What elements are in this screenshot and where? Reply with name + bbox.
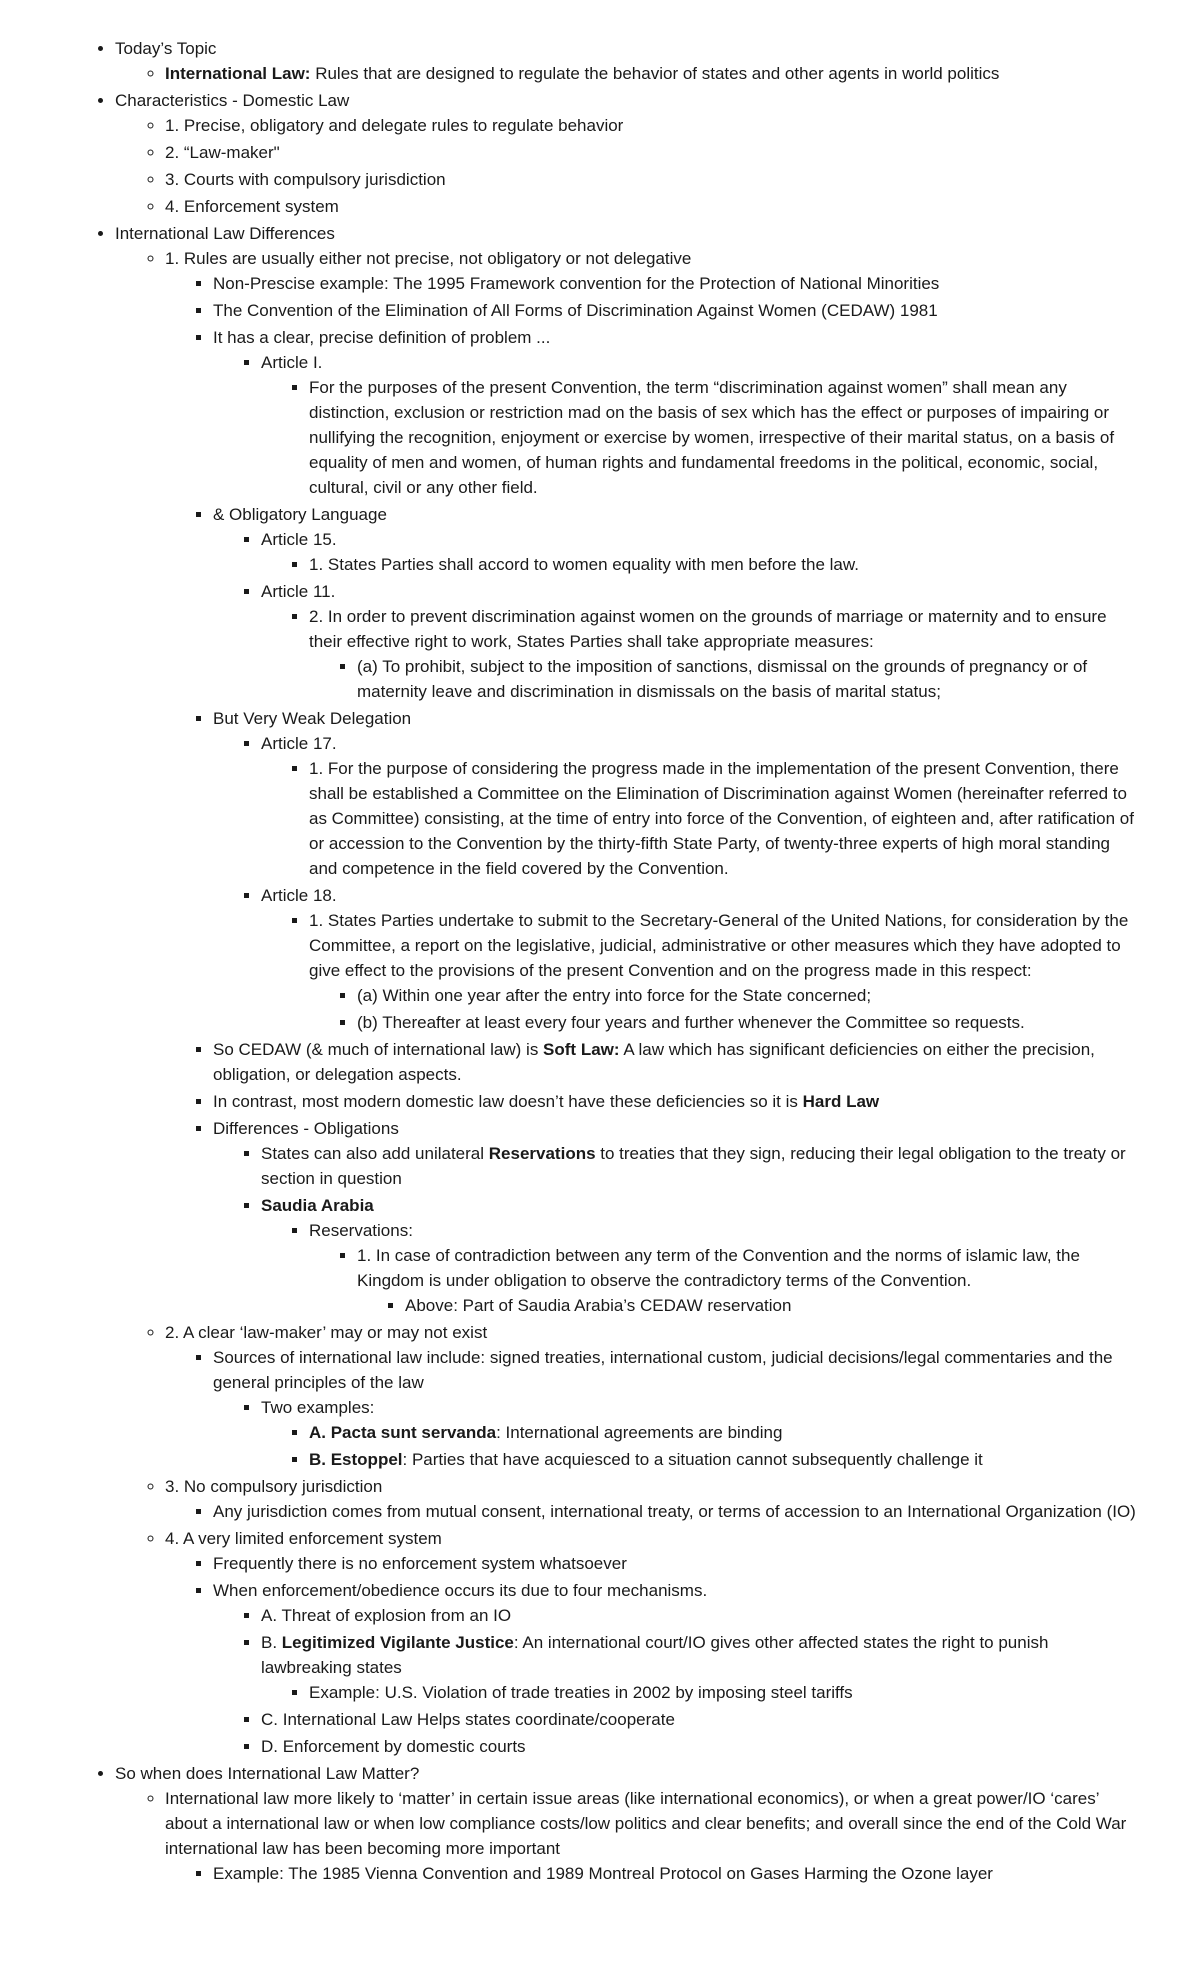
list-item: ◦ 1. Rules are usually either not precise, not obligatory or not delegative ▪ Non-Prescise example: The 1995 Framework convention for the Protection of National Minorities ▪ The Convention of the Elimination of All Forms of Discrimination Against Women (CEDAW) 1981 ▪ It has a clear, precise definition of problem ... ▪ Article I. ▪ For the purposes of the present Convention, the term “discrimination against women” shall mean any distinction, exclusion or restriction mad on the basis of sex which has the effect or purposes of impairing or nullifying the recognition, enjoyment or exercise by women, irrespective of their marital status, on a basis of equality of men and women, of human rights and fundamental freedoms in the political, economic, social, cultural, civil or any other field. ▪ & Obligatory Language ▪ Article 15. ▪ 1. States Parties shall accord to women equality with men before the law. ▪ Article 11. ▪ 2. In order to prevent discrimination against women on the grounds of marriage or maternity and to ensure their effective right to work, States Parties shall take appropriate measures: ▪ (a) To prohibit, subject to the imposition of sanctions, dismissal on the grounds of pregnancy or of maternity leave and discrimination in dismissals on the basis of marital status; ▪ But Very Weak Delegation ▪ Article 17. ▪ 1. For the purpose of considering the progress made in the implementation of the present Convention, there shall be established a Committee on the Elimination of Discrimination against Women (hereinafter referred to as Committee) consisting, at the time of entry into force of the Convention, of eighteen and, after ratification of or accession to the Convention by the thirty-fifth State Party, of twenty-three experts of high moral standing and competence in the field covered by the Convention. ▪ Article 18. ▪ 1. States Parties undertake to submit to the Secretary-General of the United Nations, for consideration by the Committee, a report on the legislative, judicial, administrative or other measures which they have adopted to give effect to the provisions of the present Convention and on the progress made in this respect: ▪ (a) Within one year after the entry into force for the State concerned; ▪ (b) Thereafter at least every four years and further whenever the Committee so requests. ▪ So CEDAW (& much of international law) is Soft Law: A law which has significant deficiencies on either the precision, obligation, or delegation aspects. ▪ In contrast, most modern domestic law doesn’t have these deficiencies so it is Hard Law ▪ Differences - Obligations ▪ States can also add unilateral Reservations to treaties that they sign, reducing their legal obligation to the treaty or section in question ▪ Saudia Arabia ▪ Reservations: ▪ 1. In case of contradiction between any term of the Convention and the norms of islamic law, the Kingdom is under obligation to observe the contradictory terms of the Convention. ▪ Above: Part of Saudia Arabia’s CEDAW reservation (165, 246, 1140, 1318)
list-item: ▪ 1. For the purpose of considering the progress made in the implementation of the present Convention, there shall be established a Committee on the Elimination of Discrimination against Women (hereinafter referred to as Committee) consisting, at the time of entry into force of the Convention, of eighteen and, after ratification of or accession to the Convention by the thirty-fifth State Party, of twenty-three experts of high moral standing and competence in the field covered by the Convention. (309, 756, 1140, 881)
list-item: ▪ Reservations: ▪ 1. In case of contradiction between any term of the Convention and the norms of islamic law, the Kingdom is under obligation to observe the contradictory terms of the Convention. ▪ Above: Part of Saudia Arabia’s CEDAW reservation (309, 1218, 1140, 1318)
list-item: ▪ B. Legitimized Vigilante Justice: An international court/IO gives other affected states the right to punish lawbreaking states ▪ Example: U.S. Violation of trade treaties in 2002 by imposing steel tariffs (261, 1630, 1140, 1705)
list-item: ▪ 1. States Parties undertake to submit to the Secretary-General of the United Nations, for consideration by the Committee, a report on the legislative, judicial, administrative or other measures which they have adopted to give effect to the provisions of the present Convention and on the progress made in this respect: ▪ (a) Within one year after the entry into force for the State concerned; ▪ (b) Thereafter at least every four years and further whenever the Committee so requests. (309, 908, 1140, 1035)
list-item: ▪ A. Pacta sunt servanda: International agreements are binding (309, 1420, 1140, 1445)
list-item: ▪ The Convention of the Elimination of All Forms of Discrimination Against Women (CEDAW) 1981 (213, 298, 1140, 323)
list-item: ▪ In contrast, most modern domestic law doesn’t have these deficiencies so it is Hard Law (213, 1089, 1140, 1114)
list-item: ◦ 2. “Law-maker" (165, 140, 1140, 165)
list-item: ▪ (b) Thereafter at least every four years and further whenever the Committee so requests. (357, 1010, 1140, 1035)
list-item: ▪ For the purposes of the present Convention, the term “discrimination against women” shall mean any distinction, exclusion or restriction mad on the basis of sex which has the effect or purposes of impairing or nullifying the recognition, enjoyment or exercise by women, irrespective of their marital status, on a basis of equality of men and women, of human rights and fundamental freedoms in the political, economic, social, cultural, civil or any other field. (309, 375, 1140, 500)
list-item: ▪ (a) Within one year after the entry into force for the State concerned; (357, 983, 1140, 1008)
list-item: ▪ 2. In order to prevent discrimination against women on the grounds of marriage or maternity and to ensure their effective right to work, States Parties shall take appropriate measures: ▪ (a) To prohibit, subject to the imposition of sanctions, dismissal on the grounds of pregnancy or of maternity leave and discrimination in dismissals on the basis of marital status; (309, 604, 1140, 704)
list-item: ▪ Non-Prescise example: The 1995 Framework convention for the Protection of National Minorities (213, 271, 1140, 296)
list-item: ◦ International Law: Rules that are designed to regulate the behavior of states and other agents in world politics (165, 61, 1140, 86)
list-item: ◦ International law more likely to ‘matter’ in certain issue areas (like international economics), or when a great power/IO ‘cares’ about a international law or when low compliance costs/low politics and clear benefits; and overall since the end of the Cold War international law has been becoming more important ▪ Example: The 1985 Vienna Convention and 1989 Montreal Protocol on Gases Harming the Ozone layer (165, 1786, 1140, 1886)
list-item: ▪ C. International Law Helps states coordinate/cooperate (261, 1707, 1140, 1732)
list-item: ▪ 1. In case of contradiction between any term of the Convention and the norms of islamic law, the Kingdom is under obligation to observe the contradictory terms of the Convention. ▪ Above: Part of Saudia Arabia’s CEDAW reservation (357, 1243, 1140, 1318)
todays-topic-heading: Today’s Topic (115, 39, 217, 58)
list-item: ▪ When enforcement/obedience occurs its due to four mechanisms. ▪ A. Threat of explosion from an IO ▪ B. Legitimized Vigilante Justice: An international court/IO gives other affected states the right to punish lawbreaking states ▪ Example: U.S. Violation of trade treaties in 2002 by imposing steel tariffs ▪ C. International Law Helps states coordinate/cooperate ▪ D. Enforcement by domestic courts (213, 1578, 1140, 1759)
list-item: ▪ & Obligatory Language ▪ Article 15. ▪ 1. States Parties shall accord to women equality with men before the law. ▪ Article 11. ▪ 2. In order to prevent discrimination against women on the grounds of marriage or maternity and to ensure their effective right to work, States Parties shall take appropriate measures: ▪ (a) To prohibit, subject to the imposition of sanctions, dismissal on the grounds of pregnancy or of maternity leave and discrimination in dismissals on the basis of marital status; (213, 502, 1140, 704)
list-item: ▪ But Very Weak Delegation ▪ Article 17. ▪ 1. For the purpose of considering the progress made in the implementation of the present Convention, there shall be established a Committee on the Elimination of Discrimination against Women (hereinafter referred to as Committee) consisting, at the time of entry into force of the Convention, of eighteen and, after ratification of or accession to the Convention by the thirty-fifth State Party, of twenty-three experts of high moral standing and competence in the field covered by the Convention. ▪ Article 18. ▪ 1. States Parties undertake to submit to the Secretary-General of the United Nations, for consideration by the Committee, a report on the legislative, judicial, administrative or other measures which they have adopted to give effect to the provisions of the present Convention and on the progress made in this respect: ▪ (a) Within one year after the entry into force for the State concerned; ▪ (b) Thereafter at least every four years and further whenever the Committee so requests. (213, 706, 1140, 1035)
list-item: ◦ 3. Courts with compulsory jurisdiction (165, 167, 1140, 192)
term: International Law: (165, 64, 311, 83)
list-item: ◦ 2. A clear ‘law-maker’ may or may not exist ▪ Sources of international law include: signed treaties, international custom, judicial decisions/legal commentaries and the general principles of the law ▪ Two examples: ▪ A. Pacta sunt servanda: International agreements are binding ▪ B. Estoppel: Parties that have acquiesced to a situation cannot subsequently challenge it (165, 1320, 1140, 1472)
outline-list (60, 36, 1140, 1886)
term: Reservations (488, 1144, 596, 1163)
differences-heading: International Law Differences (115, 224, 335, 243)
list-item: ▪ Example: The 1985 Vienna Convention and 1989 Montreal Protocol on Gases Harming the Ozone layer (213, 1861, 1140, 1886)
list-item (261, 1193, 1140, 1318)
list-item: ▪ States can also add unilateral Reservations to treaties that they sign, reducing their legal obligation to the treaty or section in question (261, 1141, 1140, 1191)
list-item: ▪ B. Estoppel: Parties that have acquiesced to a situation cannot subsequently challenge it (309, 1447, 1140, 1472)
list-item (115, 221, 1140, 1759)
list-item (115, 36, 1140, 86)
term: B. Estoppel (309, 1450, 403, 1469)
list-item: ▪ 1. States Parties shall accord to women equality with men before the law. (309, 552, 1140, 577)
term: Saudia Arabia (261, 1196, 374, 1215)
list-item: ◦ 4. A very limited enforcement system ▪ Frequently there is no enforcement system whatsoever ▪ When enforcement/obedience occurs its due to four mechanisms. ▪ A. Threat of explosion from an IO ▪ B. Legitimized Vigilante Justice: An international court/IO gives other affected states the right to punish lawbreaking states ▪ Example: U.S. Violation of trade treaties in 2002 by imposing steel tariffs ▪ C. International Law Helps states coordinate/cooperate ▪ D. Enforcement by domestic courts (165, 1526, 1140, 1759)
list-item: ▪ It has a clear, precise definition of problem ... ▪ Article I. ▪ For the purposes of the present Convention, the term “discrimination against women” shall mean any distinction, exclusion or restriction mad on the basis of sex which has the effect or purposes of impairing or nullifying the recognition, enjoyment or exercise by women, irrespective of their marital status, on a basis of equality of men and women, of human rights and fundamental freedoms in the political, economic, social, cultural, civil or any other field. (213, 325, 1140, 500)
list-item: ◦ 4. Enforcement system (165, 194, 1140, 219)
list-item: ▪ Example: U.S. Violation of trade treaties in 2002 by imposing steel tariffs (309, 1680, 1140, 1705)
list-item (115, 88, 1140, 219)
list-item: ▪ D. Enforcement by domestic courts (261, 1734, 1140, 1759)
term: Soft Law: (543, 1040, 620, 1059)
matter-heading: So when does International Law Matter? (115, 1764, 420, 1783)
domestic-law-heading: Characteristics - Domestic Law (115, 91, 350, 110)
list-item: ▪ Article I. ▪ For the purposes of the present Convention, the term “discrimination against women” shall mean any distinction, exclusion or restriction mad on the basis of sex which has the effect or purposes of impairing or nullifying the recognition, enjoyment or exercise by women, irrespective of their marital status, on a basis of equality of men and women, of human rights and fundamental freedoms in the political, economic, social, cultural, civil or any other field. (261, 350, 1140, 500)
list-item: ▪ Above: Part of Saudia Arabia’s CEDAW reservation (405, 1293, 1140, 1318)
list-item: ▪ Article 11. ▪ 2. In order to prevent discrimination against women on the grounds of marriage or maternity and to ensure their effective right to work, States Parties shall take appropriate measures: ▪ (a) To prohibit, subject to the imposition of sanctions, dismissal on the grounds of pregnancy or of maternity leave and discrimination in dismissals on the basis of marital status; (261, 579, 1140, 704)
list-item: ▪ Differences - Obligations ▪ States can also add unilateral Reservations to treaties that they sign, reducing their legal obligation to the treaty or section in question ▪ Saudia Arabia ▪ Reservations: ▪ 1. In case of contradiction between any term of the Convention and the norms of islamic law, the Kingdom is under obligation to observe the contradictory terms of the Convention. ▪ Above: Part of Saudia Arabia’s CEDAW reservation (213, 1116, 1140, 1318)
list-item (115, 1761, 1140, 1886)
list-item: ▪ (a) To prohibit, subject to the imposition of sanctions, dismissal on the grounds of pregnancy or of maternity leave and discrimination in dismissals on the basis of marital status; (357, 654, 1140, 704)
term: Legitimized Vigilante Justice (281, 1633, 514, 1652)
list-item: ▪ Article 18. ▪ 1. States Parties undertake to submit to the Secretary-General of the United Nations, for consideration by the Committee, a report on the legislative, judicial, administrative or other measures which they have adopted to give effect to the provisions of the present Convention and on the progress made in this respect: ▪ (a) Within one year after the entry into force for the State concerned; ▪ (b) Thereafter at least every four years and further whenever the Committee so requests. (261, 883, 1140, 1035)
list-item: ▪ A. Threat of explosion from an IO (261, 1603, 1140, 1628)
list-item: ▪ Article 15. ▪ 1. States Parties shall accord to women equality with men before the law. (261, 527, 1140, 577)
list-item: ◦ 3. No compulsory jurisdiction ▪ Any jurisdiction comes from mutual consent, international treaty, or terms of accession to an International Organization (IO) (165, 1474, 1140, 1524)
list-item: ◦ 1. Precise, obligatory and delegate rules to regulate behavior (165, 113, 1140, 138)
term: Hard Law (802, 1092, 880, 1111)
list-item: ▪ Any jurisdiction comes from mutual consent, international treaty, or terms of accession to an International Organization (IO) (213, 1499, 1140, 1524)
list-item: ▪ Sources of international law include: signed treaties, international custom, judicial decisions/legal commentaries and the general principles of the law ▪ Two examples: ▪ A. Pacta sunt servanda: International agreements are binding ▪ B. Estoppel: Parties that have acquiesced to a situation cannot subsequently challenge it (213, 1345, 1140, 1472)
list-item: ▪ So CEDAW (& much of international law) is Soft Law: A law which has significant deficiencies on either the precision, obligation, or delegation aspects. (213, 1037, 1140, 1087)
term: A. Pacta sunt servanda (309, 1423, 497, 1442)
list-item: ▪ Article 17. ▪ 1. For the purpose of considering the progress made in the implementation of the present Convention, there shall be established a Committee on the Elimination of Discrimination against Women (hereinafter referred to as Committee) consisting, at the time of entry into force of the Convention, of eighteen and, after ratification of or accession to the Convention by the thirty-fifth State Party, of twenty-three experts of high moral standing and competence in the field covered by the Convention. (261, 731, 1140, 881)
list-item: ▪ Two examples: ▪ A. Pacta sunt servanda: International agreements are binding ▪ B. Estoppel: Parties that have acquiesced to a situation cannot subsequently challenge it (261, 1395, 1140, 1472)
list-item: ▪ Frequently there is no enforcement system whatsoever (213, 1551, 1140, 1576)
